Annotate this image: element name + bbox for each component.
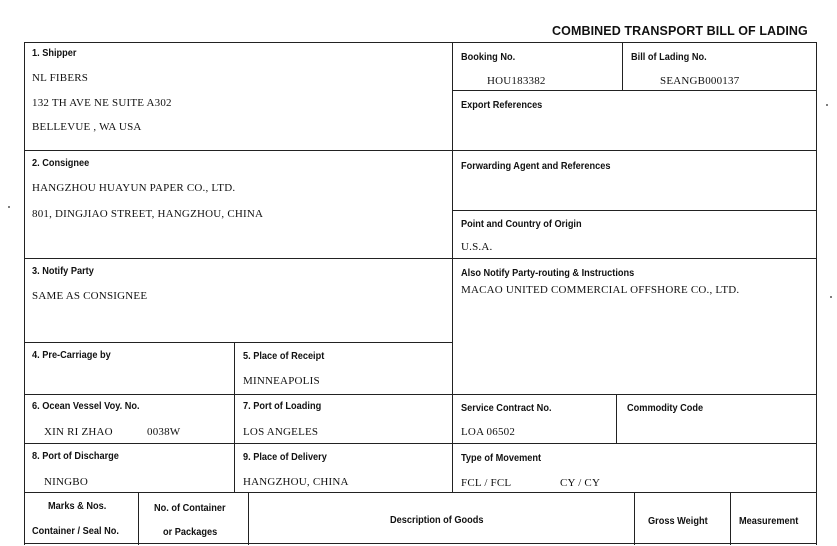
type-of-movement-value-1: FCL / FCL	[461, 477, 512, 489]
marks-header-line2: Container / Seal No.	[32, 526, 119, 537]
booking-value: HOU183382	[487, 75, 546, 87]
shipper-address-line2: BELLEVUE , WA USA	[32, 121, 142, 133]
commodity-code-label: Commodity Code	[627, 403, 704, 414]
rule-row-6-bottom	[24, 443, 816, 444]
rule-col-4	[730, 492, 731, 545]
type-of-movement-label: Type of Movement	[461, 453, 542, 464]
also-notify-label: Also Notify Party-routing & Instructions	[461, 268, 635, 279]
origin-value: U.S.A.	[461, 241, 493, 253]
containers-header-line1: No. of Container	[154, 503, 226, 514]
service-contract-label: Service Contract No.	[461, 403, 552, 414]
service-contract-value: LOA 06502	[461, 426, 516, 438]
rule-contract-split	[616, 394, 617, 443]
notify-party-label: 3. Notify Party	[32, 266, 94, 277]
rule-notify-bottom	[24, 342, 452, 343]
port-of-discharge-label: 8. Port of Discharge	[32, 451, 119, 462]
rule-col-3	[634, 492, 635, 545]
rule-booking-split	[622, 42, 623, 90]
rule-col-1	[138, 492, 139, 545]
ocean-vessel-name: XIN RI ZHAO	[44, 426, 113, 438]
shipper-label: 1. Shipper	[32, 48, 77, 59]
scan-speck	[830, 296, 832, 298]
document-title: COMBINED TRANSPORT BILL OF LADING	[552, 24, 808, 38]
type-of-movement-value-2: CY / CY	[560, 477, 601, 489]
rule-row-4-bottom	[24, 394, 816, 395]
consignee-name: HANGZHOU HUAYUN PAPER CO., LTD.	[32, 182, 236, 194]
scan-speck	[8, 206, 10, 208]
rule-col-2	[248, 492, 249, 545]
rule-table-header-bottom	[24, 543, 816, 544]
export-references-label: Export References	[461, 100, 543, 111]
origin-label: Point and Country of Origin	[461, 219, 582, 230]
place-of-delivery-label: 9. Place of Delivery	[243, 452, 327, 463]
measurement-header: Measurement	[739, 516, 799, 527]
place-of-delivery-value: HANGZHOU, CHINA	[243, 476, 349, 488]
description-header: Description of Goods	[390, 515, 484, 526]
booking-label: Booking No.	[461, 52, 516, 63]
bill-of-lading-label: Bill of Lading No.	[631, 52, 707, 63]
rule-right-1	[452, 90, 816, 91]
place-of-receipt-label: 5. Place of Receipt	[243, 351, 325, 362]
rule-top	[24, 42, 816, 43]
rule-row-8-bottom	[24, 492, 816, 493]
containers-header-line2: or Packages	[163, 527, 218, 538]
forwarding-agent-label: Forwarding Agent and References	[461, 161, 611, 172]
marks-header-line1: Marks & Nos.	[48, 501, 107, 512]
port-of-loading-value: LOS ANGELES	[243, 426, 319, 438]
rule-left	[24, 42, 25, 545]
shipper-address-line1: 132 TH AVE NE SUITE A302	[32, 97, 172, 109]
rule-right	[816, 42, 817, 545]
gross-weight-header: Gross Weight	[648, 516, 708, 527]
ocean-vessel-voyage: 0038W	[147, 426, 181, 438]
consignee-label: 2. Consignee	[32, 158, 90, 169]
port-of-loading-label: 7. Port of Loading	[243, 401, 322, 412]
notify-party-value: SAME AS CONSIGNEE	[32, 290, 148, 302]
rule-shipper-bottom	[24, 150, 816, 151]
consignee-address: 801, DINGJIAO STREET, HANGZHOU, CHINA	[32, 208, 264, 220]
ocean-vessel-label: 6. Ocean Vessel Voy. No.	[32, 401, 140, 412]
pre-carriage-label: 4. Pre-Carriage by	[32, 350, 111, 361]
rule-left-split	[234, 342, 235, 492]
rule-right-2	[452, 210, 816, 211]
bill-of-lading-value: SEANGB000137	[660, 75, 740, 87]
rule-center	[452, 42, 453, 492]
port-of-discharge-value: NINGBO	[44, 476, 88, 488]
rule-consignee-bottom	[24, 258, 816, 259]
place-of-receipt-value: MINNEAPOLIS	[243, 375, 320, 387]
scan-speck	[826, 104, 828, 106]
shipper-name: NL FIBERS	[32, 72, 89, 84]
also-notify-value: MACAO UNITED COMMERCIAL OFFSHORE CO., LTD.	[461, 284, 740, 296]
